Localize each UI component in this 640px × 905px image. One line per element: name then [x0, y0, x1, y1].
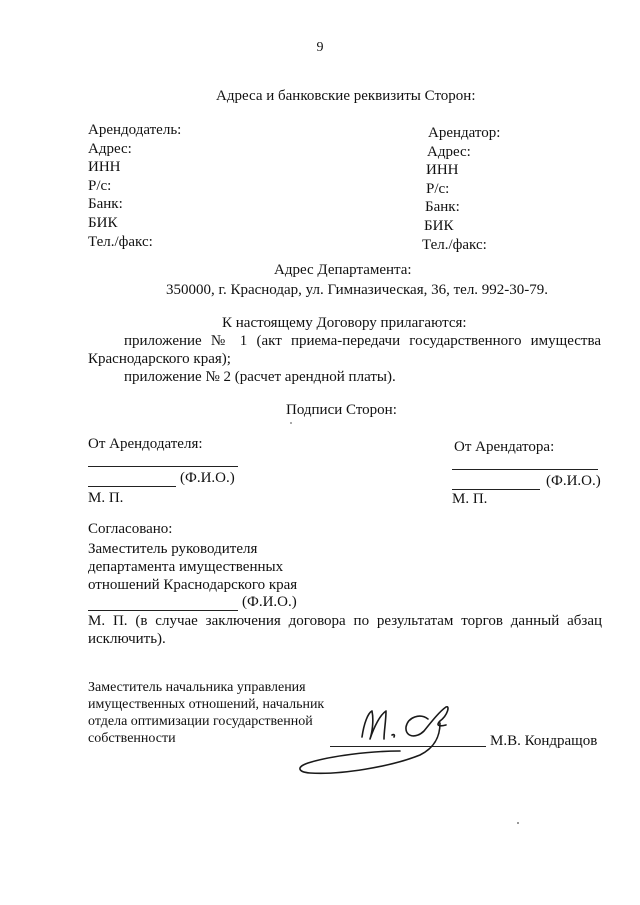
- requisites-heading: Адреса и банковские реквизиты Сторон:: [216, 88, 476, 104]
- landlord-fio-line: [88, 486, 176, 487]
- tenant-phone-label: Тел./факс:: [422, 236, 487, 253]
- signatures-title: Подписи Сторон:: [286, 402, 397, 418]
- department-address: 350000, г. Краснодар, ул. Гимназическая, 36, тел. 992-30-79.: [166, 282, 549, 298]
- landlord-bank-label: Банк:: [88, 196, 123, 213]
- deputy-line-4: собственности: [88, 731, 176, 746]
- tenant-account-label: Р/с:: [426, 180, 450, 197]
- landlord-phone-label: Тел./факс:: [88, 233, 153, 250]
- deputy-name: М.В. Кондращов: [490, 733, 598, 749]
- landlord-mp: М. П.: [88, 490, 124, 506]
- approval-fio-label: (Ф.И.О.): [242, 594, 297, 610]
- tenant-bank-label: Банк:: [425, 199, 460, 216]
- scan-mark: [517, 822, 519, 824]
- landlord-address-label: Адрес:: [88, 140, 132, 157]
- tenant-fio-line: [452, 489, 540, 490]
- tenant-title: Арендатор:: [428, 125, 501, 141]
- attachment-1-line2: Краснодарского края);: [88, 351, 231, 367]
- landlord-bik-label: БИК: [88, 214, 118, 231]
- tenant-fio-label: (Ф.И.О.): [546, 473, 601, 489]
- approval-line-3: отношений Краснодарского края: [88, 577, 298, 593]
- landlord-block: [88, 121, 181, 251]
- scan-mark: [290, 422, 292, 424]
- tenant-block: [424, 124, 500, 254]
- page-number: 9: [316, 40, 324, 55]
- tenant-inn-label: ИНН: [426, 162, 459, 179]
- department-label: Адрес Департамента:: [274, 262, 412, 278]
- deputy-line-1: Заместитель начальника управления: [88, 680, 306, 695]
- attachment-2: приложение № 2 (расчет арендной платы).: [124, 369, 396, 385]
- tenant-mp: М. П.: [452, 491, 488, 507]
- deputy-line-3: отдела оптимизации государственной: [88, 714, 313, 729]
- approval-line-1: Заместитель руководителя: [88, 541, 258, 557]
- landlord-inn-label: ИНН: [88, 159, 121, 176]
- attachments-intro: К настоящему Договору прилагаются:: [222, 315, 467, 331]
- tenant-signature-line: [452, 469, 598, 470]
- deputy-line-2: имущественных отношений, начальник: [88, 697, 325, 712]
- approval-line-2: департамента имущественных: [88, 559, 284, 575]
- attachment-1-line1: приложение № 1 (акт приема-передачи государственного имущества: [124, 333, 601, 349]
- approval-signature-line: [88, 610, 238, 611]
- landlord-fio-label: (Ф.И.О.): [180, 470, 235, 486]
- approval-label: Согласовано:: [88, 521, 173, 537]
- tenant-bik-label: БИК: [424, 217, 454, 234]
- handwritten-signature: [290, 695, 490, 785]
- approval-note-line2: исключить).: [88, 631, 166, 647]
- landlord-signature-line: [88, 466, 238, 467]
- approval-note-line1: М. П. (в случае заключения договора по результатам торгов данный абзац: [88, 613, 602, 629]
- from-tenant-label: От Арендатора:: [454, 439, 555, 455]
- landlord-title: Арендодатель:: [88, 122, 182, 138]
- from-landlord-label: От Арендодателя:: [88, 436, 203, 452]
- tenant-address-label: Адрес:: [427, 143, 471, 160]
- landlord-account-label: Р/с:: [88, 177, 112, 194]
